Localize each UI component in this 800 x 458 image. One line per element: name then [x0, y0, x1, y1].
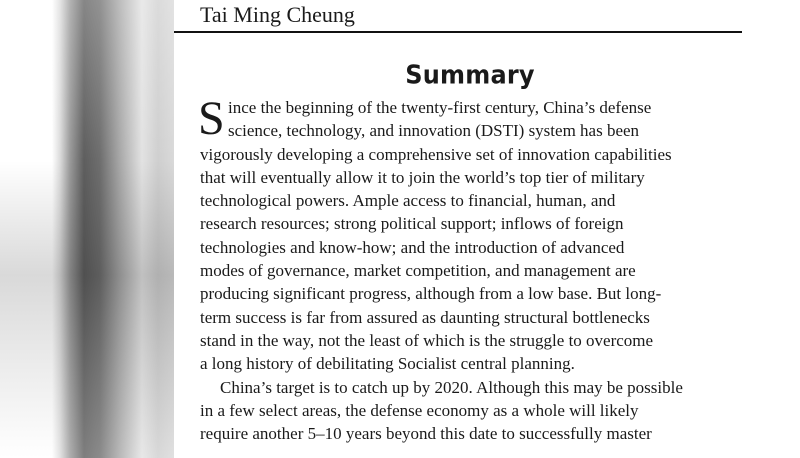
paragraph-2-line: require another 5–10 years beyond this date to successfully master	[200, 424, 652, 444]
paragraph-2-line: China’s target is to catch up by 2020. Although this may be possible	[220, 377, 683, 397]
paragraph-1-line: research resources; strong political support; inflows of foreign	[200, 214, 624, 234]
summary-body	[198, 92, 720, 445]
paragraph-1-line: a long history of debilitating Socialist central planning.	[200, 354, 575, 374]
paragraph-1-line: stand in the way, not the least of which is the struggle to overcome	[200, 330, 654, 350]
paragraph-1-line: vigorously developing a comprehensive set of innovation capabilities	[200, 144, 672, 164]
paragraph-1-line: technological powers. Ample access to financial, human, and	[200, 191, 616, 211]
paragraph-1-line: term success is far from assured as daunting structural bottlenecks	[200, 307, 650, 327]
paragraph-1-line: producing significant progress, although from a low base. But long-	[200, 284, 662, 304]
paragraph-1-line: technologies and know-how; and the introduction of advanced	[200, 237, 625, 257]
paragraph-1-line: science, technology, and innovation (DSTI) system has been	[228, 121, 640, 141]
drop-cap: S	[198, 92, 225, 145]
decorative-side-band	[0, 0, 174, 458]
paragraph-1-line: that will eventually allow it to join the world’s top tier of military	[200, 167, 645, 187]
paragraph-1-line: modes of governance, market competition, and management are	[200, 261, 636, 281]
section-heading: Summary	[405, 59, 535, 91]
paragraph-1-line: ince the beginning of the twenty-first century, China’s defense	[228, 98, 652, 117]
header-rule	[174, 31, 742, 33]
paragraph-2-line: in a few select areas, the defense economy as a whole will likely	[200, 400, 639, 420]
running-head-author: Tai Ming Cheung	[200, 2, 355, 27]
